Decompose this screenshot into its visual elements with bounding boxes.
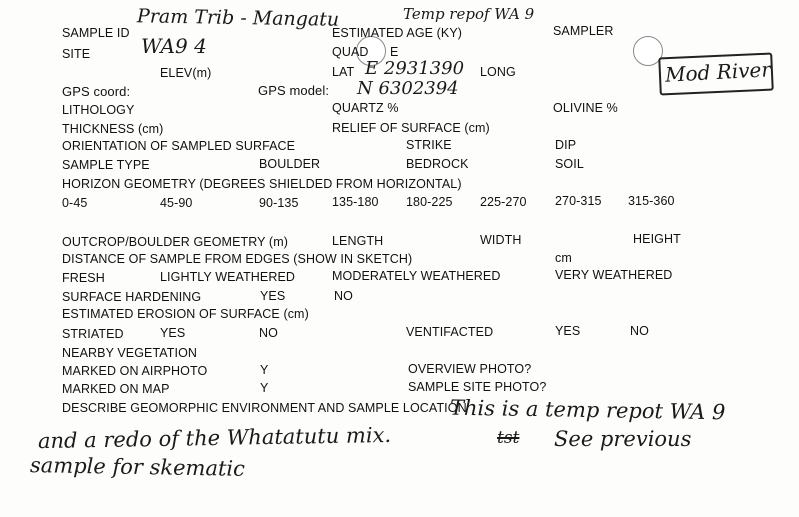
label-striated-yes: YES [160,326,186,340]
label-length: LENGTH [332,234,384,248]
hw-note-scribble: tst [497,428,520,448]
label-horizon-geometry: HORIZON GEOMETRY (DEGREES SHIELDED FROM HORIZONTAL) [62,177,462,191]
label-lithology: LITHOLOGY [62,103,135,117]
label-soil: SOIL [555,157,584,171]
label-map-y: Y [260,381,269,395]
label-long: LONG [480,65,516,79]
label-surface-hardening: SURFACE HARDENING [62,290,202,304]
label-hardening-yes: YES [260,289,286,303]
label-sample-site-photo: SAMPLE SITE PHOTO? [408,380,547,394]
range-90-135: 90-135 [259,196,299,210]
label-quad: QUAD [332,45,369,59]
label-width: WIDTH [480,233,522,247]
hw-note-line2a: and a redo of the Whatatutu mix. [37,422,392,454]
range-180-225: 180-225 [406,195,453,209]
label-airphoto-y: Y [260,363,269,377]
label-height: HEIGHT [633,232,681,246]
range-270-315: 270-315 [555,194,602,208]
hw-long: N 6302394 [357,78,459,99]
label-elev: ELEV(m) [160,66,212,80]
label-hardening-no: NO [334,289,353,303]
label-site: SITE [62,47,91,61]
hw-sample-id: Pram Trib - Mangatu [136,5,340,31]
hw-lat: E 2931390 [365,58,465,79]
label-striated: STRIATED [62,327,124,341]
label-relief: RELIEF OF SURFACE (cm) [332,121,490,135]
label-very-weathered: VERY WEATHERED [555,268,673,282]
hw-note-line3: sample for skematic [29,453,246,481]
label-striated-no: NO [259,326,278,340]
range-135-180: 135-180 [332,195,379,209]
hw-mod-river: Mod River [664,57,772,87]
label-ventifacted: VENTIFACTED [406,325,494,339]
label-quartz: QUARTZ % [332,101,399,115]
label-boulder: BOULDER [259,157,321,171]
label-overview-photo: OVERVIEW PHOTO? [408,362,532,376]
label-gps-coord: GPS coord: [62,84,131,99]
label-lat: LAT [332,65,355,79]
label-cm: cm [555,251,572,265]
label-bedrock: BEDROCK [406,157,469,171]
label-sampler: SAMPLER [553,24,614,38]
label-sample-id: SAMPLE ID [62,26,130,40]
label-olivine: OLIVINE % [553,101,618,115]
label-quad-tail: E [390,45,399,59]
label-estimated-age: ESTIMATED AGE (KY) [332,26,463,40]
range-225-270: 225-270 [480,195,527,209]
label-gps-model: GPS model: [258,83,330,98]
label-marked-airphoto: MARKED ON AIRPHOTO [62,364,208,378]
label-strike: STRIKE [406,138,452,152]
range-0-45: 0-45 [62,196,88,210]
label-distance: DISTANCE OF SAMPLE FROM EDGES (SHOW IN SKETCH) [62,252,413,266]
range-45-90: 45-90 [160,196,193,210]
label-describe-environment: DESCRIBE GEOMORPHIC ENVIRONMENT AND SAMPLE LOCATION [62,401,467,415]
label-nearby-vegetation: NEARBY VEGETATION [62,346,198,360]
hw-note-line1: This is a temp repot WA 9 [449,395,726,425]
label-marked-map: MARKED ON MAP [62,382,170,396]
hw-estimated-age: Temp repof WA 9 [403,5,535,23]
label-ventifacted-no: NO [630,324,649,338]
label-estimated-erosion: ESTIMATED EROSION OF SURFACE (cm) [62,307,309,321]
label-dip: DIP [555,138,577,152]
label-fresh: FRESH [62,271,105,285]
label-thickness: THICKNESS (cm) [62,122,164,136]
hw-note-line2b: See previous [554,427,692,451]
label-sample-type: SAMPLE TYPE [62,158,150,172]
label-outcrop-geometry: OUTCROP/BOULDER GEOMETRY (m) [62,235,288,249]
label-ventifacted-yes: YES [555,324,581,338]
range-315-360: 315-360 [628,194,675,208]
label-orientation: ORIENTATION OF SAMPLED SURFACE [62,139,296,153]
label-lightly-weathered: LIGHTLY WEATHERED [160,270,296,284]
hw-site: WA9 4 [141,34,207,58]
label-moderately-weathered: MODERATELY WEATHERED [332,269,501,283]
